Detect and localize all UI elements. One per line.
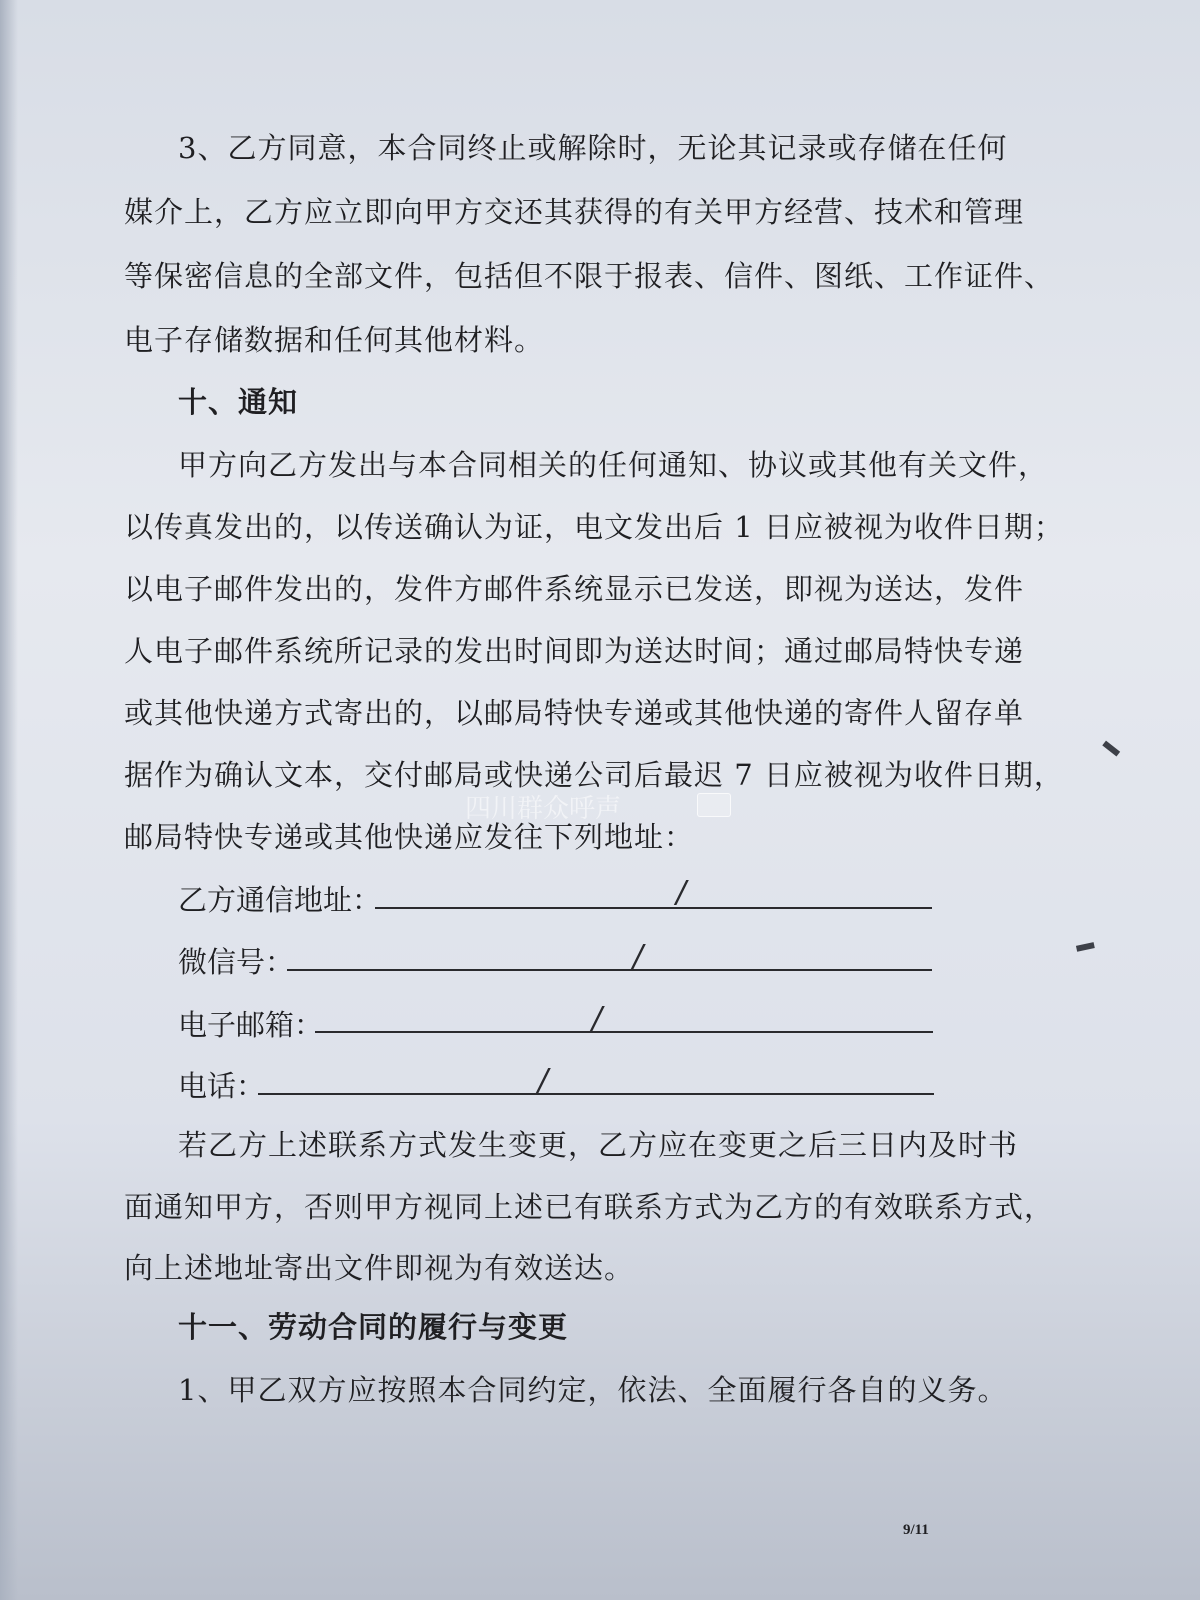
phone-blank (258, 1093, 934, 1095)
address-label: 乙方通信地址： (178, 883, 382, 917)
paragraph-line: 据作为确认文本，交付邮局或快递公司后最迟 7 日应被视为收件日期， (124, 758, 1064, 792)
paragraph-line: 邮局特快专递或其他快递应发往下列地址： (124, 820, 695, 854)
paragraph-line: 向上述地址寄出文件即视为有效送达。 (124, 1251, 635, 1285)
paragraph-line: 面通知甲方，否则甲方视同上述已有联系方式为乙方的有效联系方式， (124, 1190, 1055, 1224)
paragraph-line: 人电子邮件系统所记录的发出时间即为送达时间；通过邮局特快专递 (124, 634, 1025, 668)
address-fill-mark: / (676, 875, 687, 910)
wechat-fill-mark: / (633, 939, 644, 974)
paragraph-line: 甲方向乙方发出与本合同相关的任何通知、协议或其他有关文件， (178, 448, 1049, 482)
email-label: 电子邮箱： (178, 1008, 324, 1042)
stamp-tick (1102, 741, 1120, 757)
email-fill-mark: / (592, 1001, 603, 1036)
paragraph-line: 电子存储数据和任何其他材料。 (124, 323, 545, 357)
phone-label: 电话： (178, 1069, 266, 1103)
paragraph-line: 等保密信息的全部文件，包括但不限于报表、信件、图纸、工作证件、 (124, 259, 1055, 293)
seam-stamp-mark (1066, 743, 1135, 957)
watermark-text: 四川群众呼声 (465, 794, 622, 824)
paragraph-line: 3、乙方同意，本合同终止或解除时，无论其记录或存储在任何 (178, 131, 1008, 165)
section-heading-notice: 十、通知 (178, 385, 299, 419)
paragraph-line: 1、甲乙双方应按照本合同约定，依法、全面履行各自的义务。 (178, 1373, 1008, 1407)
wechat-blank (287, 969, 932, 971)
paragraph-line: 以电子邮件发出的，发件方邮件系统显示已发送，即视为送达，发件 (124, 572, 1025, 606)
paragraph-line: 媒介上，乙方应立即向甲方交还其获得的有关甲方经营、技术和管理 (124, 195, 1025, 229)
wechat-label: 微信号： (178, 945, 295, 979)
paragraph-line: 以传真发出的，以传送确认为证，电文发出后 1 日应被视为收件日期； (124, 510, 1064, 544)
address-blank (375, 907, 932, 909)
phone-fill-mark: / (538, 1063, 549, 1098)
email-blank (315, 1031, 933, 1033)
paragraph-line: 或其他快递方式寄出的，以邮局特快专递或其他快递的寄件人留存单 (124, 696, 1025, 730)
paragraph-line: 若乙方上述联系方式发生变更，乙方应在变更之后三日内及时书 (178, 1128, 1019, 1162)
page-edge-shadow (0, 0, 18, 1600)
stamp-tick (1076, 942, 1095, 952)
watermark-logo (697, 793, 731, 817)
page-number: 9/11 (903, 1522, 929, 1538)
section-heading-performance: 十一、劳动合同的履行与变更 (178, 1310, 569, 1344)
